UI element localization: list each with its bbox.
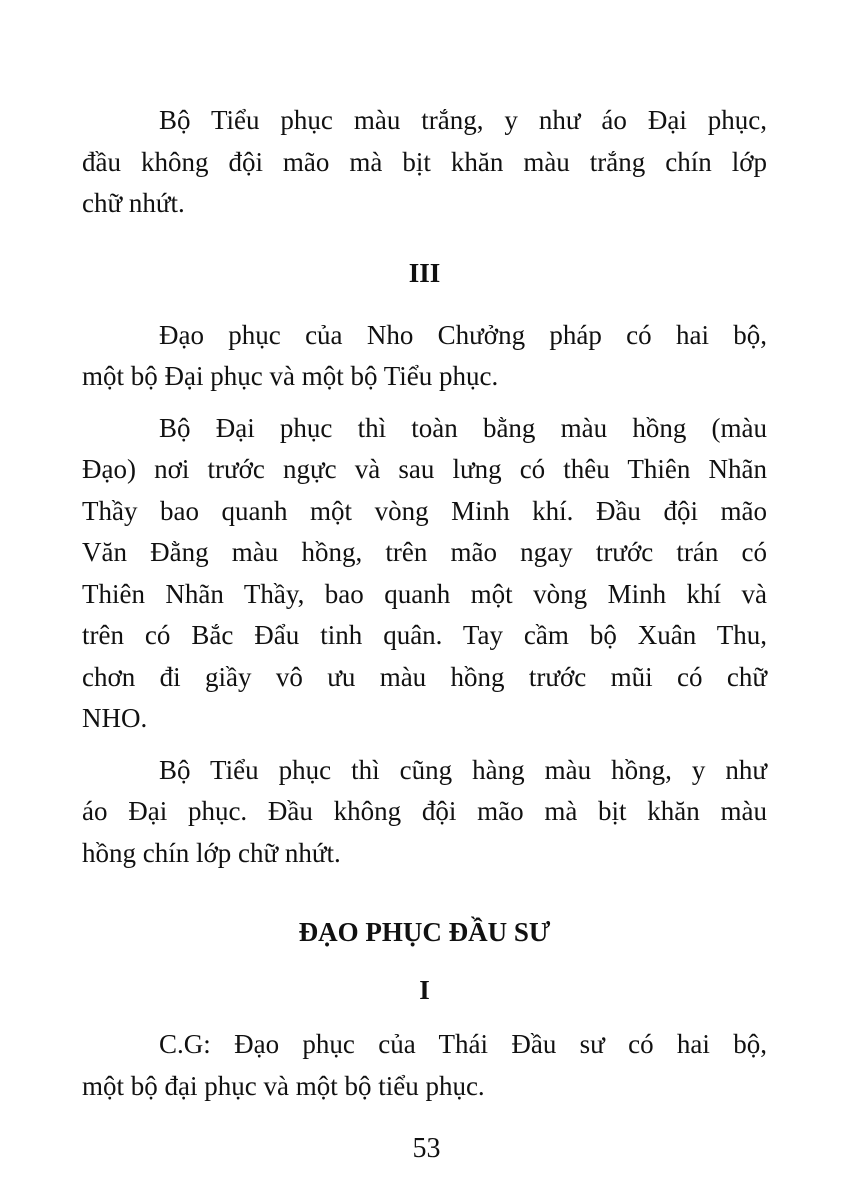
text-line — [82, 408, 767, 450]
paragraph — [82, 100, 767, 225]
text-line-content: Bộ Tiểu phục màu trắng, y như áo Đại phục, — [159, 105, 767, 135]
text-line: áo Đại phục. Đầu không đội mão mà bịt khăn màu — [82, 796, 767, 826]
page-body — [82, 100, 767, 1107]
text-line: NHO. — [82, 703, 148, 733]
text-line: hồng chín lớp chữ nhứt. — [82, 837, 341, 868]
text-line: một bộ Đại phục và một bộ Tiểu phục. — [82, 361, 499, 391]
paragraph — [82, 1024, 767, 1107]
text-line: một bộ đại phục và một bộ tiểu phục. — [82, 1070, 485, 1101]
text-line — [82, 315, 767, 357]
text-line: Đạo) nơi trước ngực và sau lưng có thêu Thiên Nhãn — [82, 454, 767, 484]
text-line: Thầy bao quanh một vòng Minh khí. Đầu đội mão — [82, 495, 767, 526]
chapter-heading: ĐẠO PHỤC ĐẦU SƯ — [298, 917, 551, 947]
text-line-content: Đạo phục của Nho Chưởng pháp có hai bộ, — [159, 319, 767, 350]
text-line: đầu không đội mão mà bịt khăn màu trắng chín lớp — [82, 146, 767, 177]
text-line: chơn đi giầy vô ưu màu hồng trước mũi có chữ — [82, 661, 767, 692]
text-line-content: Bộ Đại phục thì toàn bằng màu hồng (màu — [159, 412, 767, 443]
text-line-content: C.G: Đạo phục của Thái Đầu sư có hai bộ, — [159, 1029, 767, 1059]
text-line: Thiên Nhãn Thầy, bao quanh một vòng Minh khí và — [82, 578, 767, 609]
paragraph — [82, 408, 767, 740]
text-line — [82, 1024, 767, 1066]
section-heading: I — [419, 975, 430, 1005]
paragraph — [82, 750, 767, 875]
text-line: trên có Bắc Đẩu tinh quân. Tay cầm bộ Xuân Thu, — [82, 620, 767, 650]
text-line — [82, 750, 767, 792]
text-line: chữ nhứt. — [82, 188, 185, 218]
text-line — [82, 100, 767, 142]
paragraph — [82, 315, 767, 398]
page-number: 53 — [412, 1133, 441, 1164]
text-line-content: Bộ Tiểu phục thì cũng hàng màu hồng, y như — [159, 754, 767, 785]
section-heading: III — [408, 257, 441, 288]
text-line: Văn Đằng màu hồng, trên mão ngay trước trán có — [82, 537, 767, 567]
